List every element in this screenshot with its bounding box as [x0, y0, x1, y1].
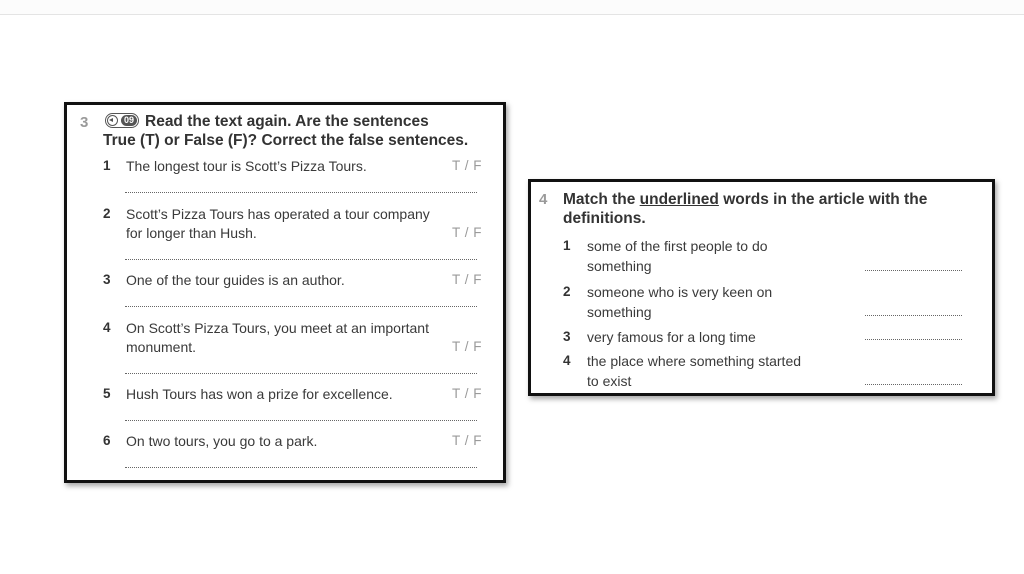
instruction-text: Match the — [563, 191, 640, 208]
answer-line[interactable] — [125, 420, 477, 421]
instruction-line-1: Read the text again. Are the sentences — [145, 113, 429, 130]
item-number: 5 — [103, 386, 111, 401]
item-number: 4 — [103, 320, 111, 335]
item-statement: The longest tour is Scott’s Pizza Tours. — [126, 158, 367, 174]
item-statement: On Scott’s Pizza Tours, you meet at an important — [126, 320, 429, 336]
definition-text-continued: something — [587, 258, 652, 274]
item-number: 1 — [563, 238, 571, 253]
answer-line[interactable] — [865, 384, 962, 385]
definition-text-continued: to exist — [587, 373, 632, 389]
item-statement: Scott’s Pizza Tours has operated a tour company — [126, 206, 430, 222]
item-number: 2 — [563, 284, 571, 299]
true-false-option[interactable]: T / F — [452, 272, 483, 287]
item-number: 3 — [103, 272, 111, 287]
exercise-4-box — [528, 179, 995, 396]
item-number: 4 — [563, 353, 571, 368]
slide-top-rule — [0, 0, 1024, 15]
item-statement: On two tours, you go to a park. — [126, 433, 318, 449]
definition-text: someone who is very keen on — [587, 284, 773, 300]
instruction-line-2: definitions. — [563, 210, 646, 227]
true-false-option[interactable]: T / F — [452, 158, 483, 173]
definition-text: the place where something started — [587, 353, 802, 369]
instruction-line-2: True (T) or False (F)? Correct the false sentences. — [103, 132, 469, 149]
item-statement: Hush Tours has won a prize for excellence. — [126, 386, 393, 402]
instruction-text: words in the article with the — [718, 191, 928, 208]
true-false-option[interactable]: T / F — [452, 225, 483, 240]
item-number: 2 — [103, 206, 111, 221]
audio-track-badge[interactable] — [105, 113, 139, 128]
true-false-option[interactable]: T / F — [452, 433, 483, 448]
true-false-option[interactable]: T / F — [452, 386, 483, 401]
exercise-3-box — [64, 102, 506, 483]
answer-line[interactable] — [865, 315, 962, 316]
item-number: 1 — [103, 158, 111, 173]
answer-line[interactable] — [125, 467, 477, 468]
item-statement-continued: monument. — [126, 339, 197, 355]
exercise-number: 4 — [539, 191, 548, 208]
instruction-underlined-word: underlined — [639, 191, 719, 208]
instruction-line-1 — [563, 190, 927, 209]
exercise-number: 3 — [80, 114, 89, 131]
audio-track-number: 09 — [121, 115, 137, 126]
answer-line[interactable] — [865, 339, 962, 340]
answer-line[interactable] — [125, 306, 477, 307]
answer-line[interactable] — [125, 259, 477, 260]
item-statement-continued: for longer than Hush. — [126, 225, 257, 241]
item-number: 6 — [103, 433, 111, 448]
answer-line[interactable] — [125, 373, 477, 374]
definition-text: some of the first people to do — [587, 238, 768, 254]
definition-text: very famous for a long time — [587, 329, 756, 345]
audio-play-icon — [107, 115, 118, 126]
answer-line[interactable] — [125, 192, 477, 193]
true-false-option[interactable]: T / F — [452, 339, 483, 354]
definition-text-continued: something — [587, 304, 652, 320]
item-statement: One of the tour guides is an author. — [126, 272, 345, 288]
item-number: 3 — [563, 329, 571, 344]
answer-line[interactable] — [865, 270, 962, 271]
